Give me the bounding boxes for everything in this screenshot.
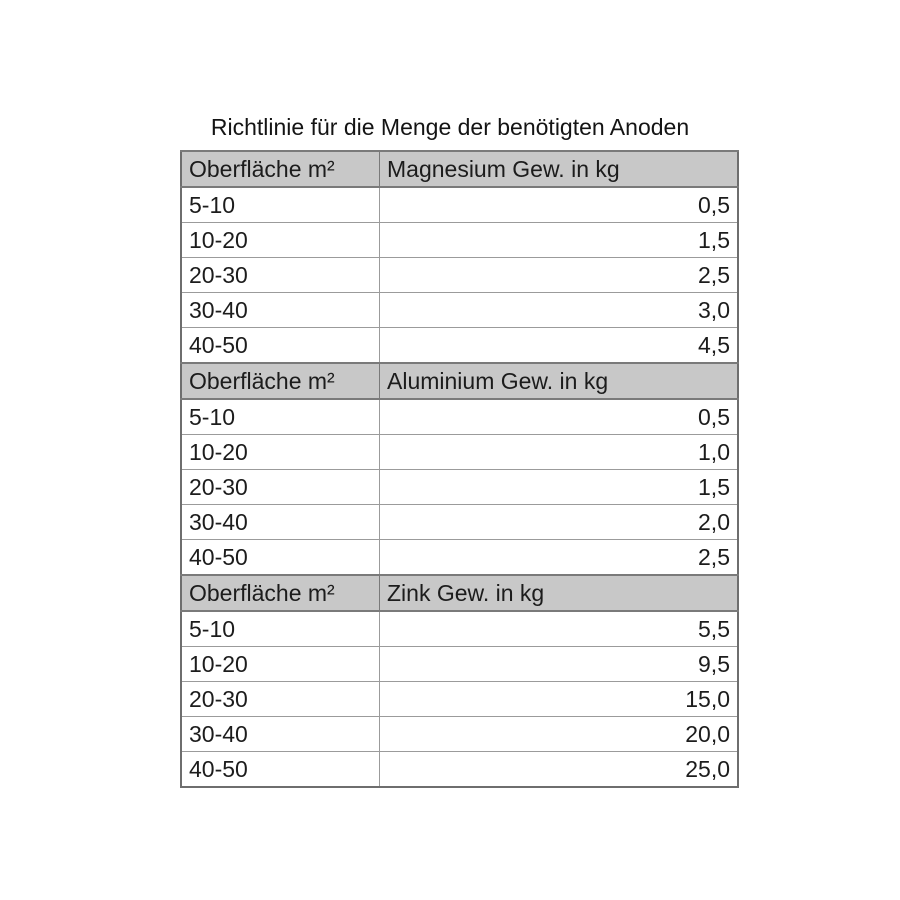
column-header-surface: Oberfläche m² bbox=[181, 363, 380, 399]
table-row bbox=[181, 682, 738, 717]
anode-guideline-table bbox=[180, 150, 739, 788]
column-header-surface: Oberfläche m² bbox=[181, 575, 380, 611]
table-row bbox=[181, 752, 738, 788]
surface-range-cell: 30-40 bbox=[181, 717, 380, 752]
surface-range-cell: 20-30 bbox=[181, 258, 380, 293]
weight-value-cell: 2,5 bbox=[380, 258, 739, 293]
weight-value-cell: 3,0 bbox=[380, 293, 739, 328]
section-header-row-magnesium bbox=[181, 151, 738, 187]
table-row bbox=[181, 399, 738, 435]
weight-value-cell: 5,5 bbox=[380, 611, 739, 647]
weight-value-cell: 0,5 bbox=[380, 187, 739, 223]
surface-range-cell: 10-20 bbox=[181, 223, 380, 258]
weight-value-cell: 1,5 bbox=[380, 223, 739, 258]
weight-value-cell: 15,0 bbox=[380, 682, 739, 717]
weight-value-cell: 25,0 bbox=[380, 752, 739, 788]
surface-range-cell: 10-20 bbox=[181, 647, 380, 682]
weight-value-cell: 20,0 bbox=[380, 717, 739, 752]
weight-value-cell: 1,0 bbox=[380, 435, 739, 470]
weight-value-cell: 9,5 bbox=[380, 647, 739, 682]
surface-range-cell: 40-50 bbox=[181, 752, 380, 788]
surface-range-cell: 5-10 bbox=[181, 611, 380, 647]
weight-value-cell: 4,5 bbox=[380, 328, 739, 364]
surface-range-cell: 40-50 bbox=[181, 540, 380, 576]
surface-range-cell: 5-10 bbox=[181, 187, 380, 223]
table-row bbox=[181, 470, 738, 505]
weight-value-cell: 0,5 bbox=[380, 399, 739, 435]
table-row bbox=[181, 187, 738, 223]
page-title: Richtlinie für die Menge der benötigten Anoden bbox=[210, 114, 690, 140]
weight-value-cell: 2,5 bbox=[380, 540, 739, 576]
table-row bbox=[181, 328, 738, 364]
surface-range-cell: 5-10 bbox=[181, 399, 380, 435]
weight-value-cell: 1,5 bbox=[380, 470, 739, 505]
table-body bbox=[181, 151, 738, 787]
section-header-row-zink bbox=[181, 575, 738, 611]
column-header-magnesium-weight: Magnesium Gew. in kg bbox=[380, 151, 739, 187]
table-row bbox=[181, 647, 738, 682]
column-header-zink-weight: Zink Gew. in kg bbox=[380, 575, 739, 611]
surface-range-cell: 10-20 bbox=[181, 435, 380, 470]
table-row bbox=[181, 540, 738, 576]
section-header-row-aluminium bbox=[181, 363, 738, 399]
table-row bbox=[181, 223, 738, 258]
weight-value-cell: 2,0 bbox=[380, 505, 739, 540]
table-row bbox=[181, 435, 738, 470]
table-row bbox=[181, 258, 738, 293]
surface-range-cell: 30-40 bbox=[181, 505, 380, 540]
surface-range-cell: 20-30 bbox=[181, 682, 380, 717]
table-row bbox=[181, 717, 738, 752]
column-header-aluminium-weight: Aluminium Gew. in kg bbox=[380, 363, 739, 399]
surface-range-cell: 40-50 bbox=[181, 328, 380, 364]
table-row bbox=[181, 505, 738, 540]
table-row bbox=[181, 611, 738, 647]
surface-range-cell: 20-30 bbox=[181, 470, 380, 505]
surface-range-cell: 30-40 bbox=[181, 293, 380, 328]
column-header-surface: Oberfläche m² bbox=[181, 151, 380, 187]
table-row bbox=[181, 293, 738, 328]
